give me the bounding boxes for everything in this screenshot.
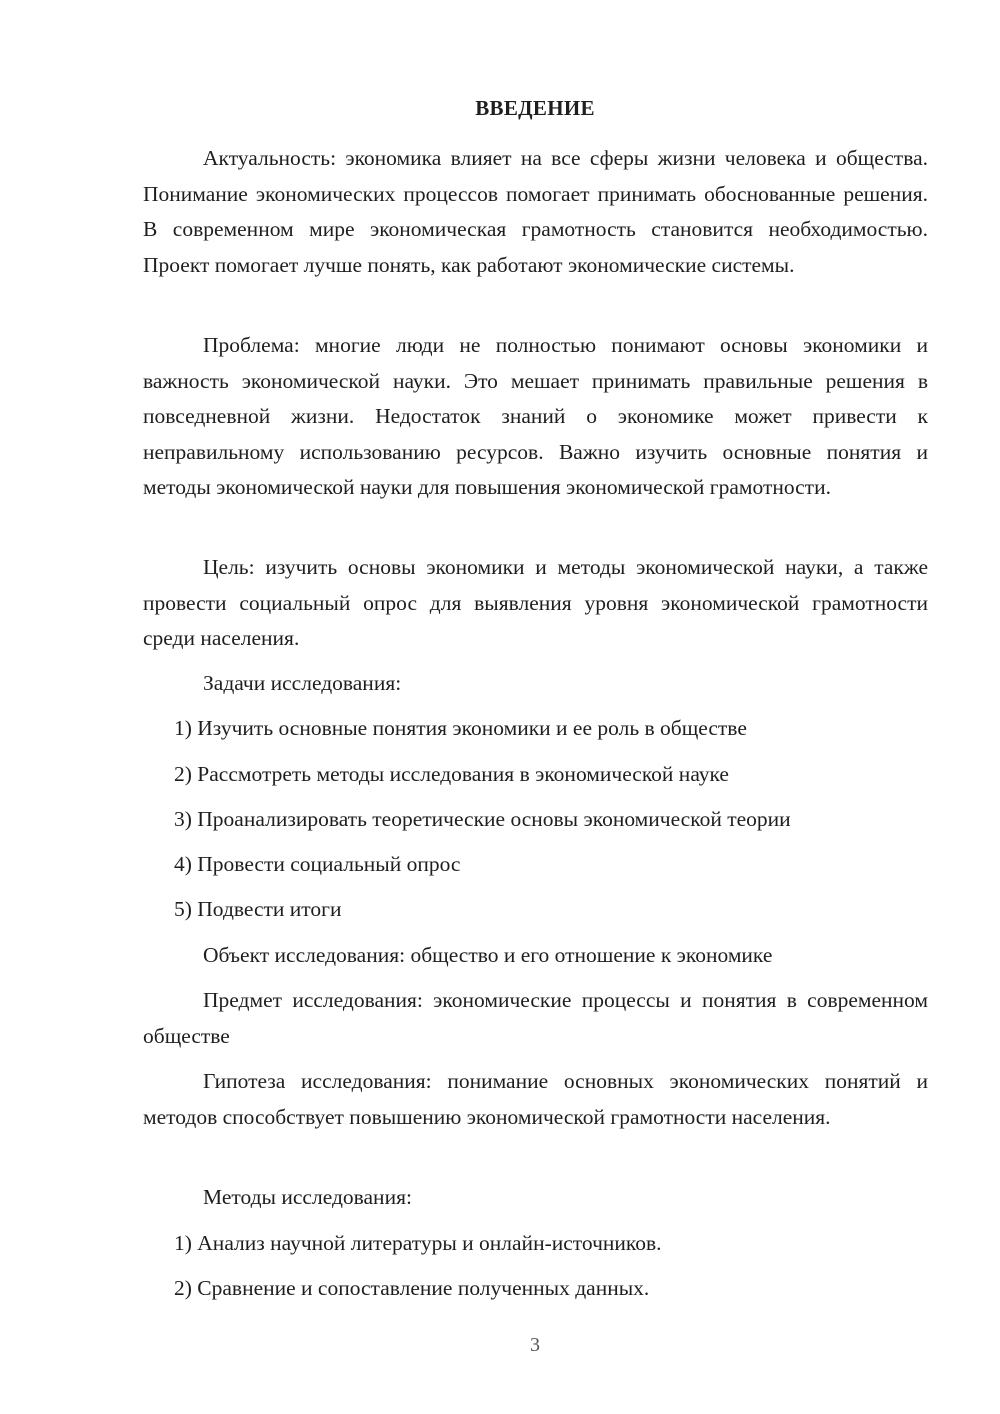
- task-item: 1) Изучить основные понятия экономики и ее роль в обществе: [174, 716, 747, 740]
- hypothesis-paragraph: Гипотеза исследования: понимание основных экономических понятий и методов способствует повышению экономической грамотности населения.: [143, 1069, 928, 1129]
- page-title: ВВЕДЕНИЕ: [475, 96, 595, 120]
- object-paragraph: Объект исследования: общество и его отношение к экономике: [203, 943, 773, 967]
- task-item: 2) Рассмотреть методы исследования в экономической науке: [174, 762, 729, 786]
- methods-heading: Методы исследования:: [203, 1185, 412, 1209]
- tasks-heading: Задачи исследования:: [203, 671, 402, 695]
- task-item: 3) Проанализировать теоретические основы экономической теории: [174, 807, 791, 831]
- task-item: 4) Провести социальный опрос: [174, 852, 461, 876]
- method-item: 2) Сравнение и сопоставление полученных данных.: [174, 1276, 650, 1300]
- relevance-paragraph: Актуальность: экономика влияет на все сферы жизни человека и общества. Понимание экономических процессов помогает принимать обоснованные решения. В современном мире экономическая грамотность становится необходимостью. Проект помогает лучше понять, как работают экономические системы.: [143, 146, 928, 277]
- goal-paragraph: Цель: изучить основы экономики и методы экономической науки, а также провести социальный опрос для выявления уровня экономической грамотности среди населения.: [143, 555, 928, 651]
- method-item: 1) Анализ научной литературы и онлайн-источников.: [174, 1231, 662, 1255]
- task-item: 5) Подвести итоги: [174, 897, 342, 921]
- problem-paragraph: Проблема: многие люди не полностью понимают основы экономики и важность экономической науки. Это мешает принимать правильные решения в повседневной жизни. Недостаток знаний о экономике может привести к неправильному использованию ресурсов. Важно изучить основные понятия и методы экономической науки для повышения экономической грамотности.: [143, 333, 928, 500]
- page-number: 3: [530, 1334, 540, 1356]
- subject-paragraph: Предмет исследования: экономические процессы и понятия в современном обществе: [143, 988, 928, 1048]
